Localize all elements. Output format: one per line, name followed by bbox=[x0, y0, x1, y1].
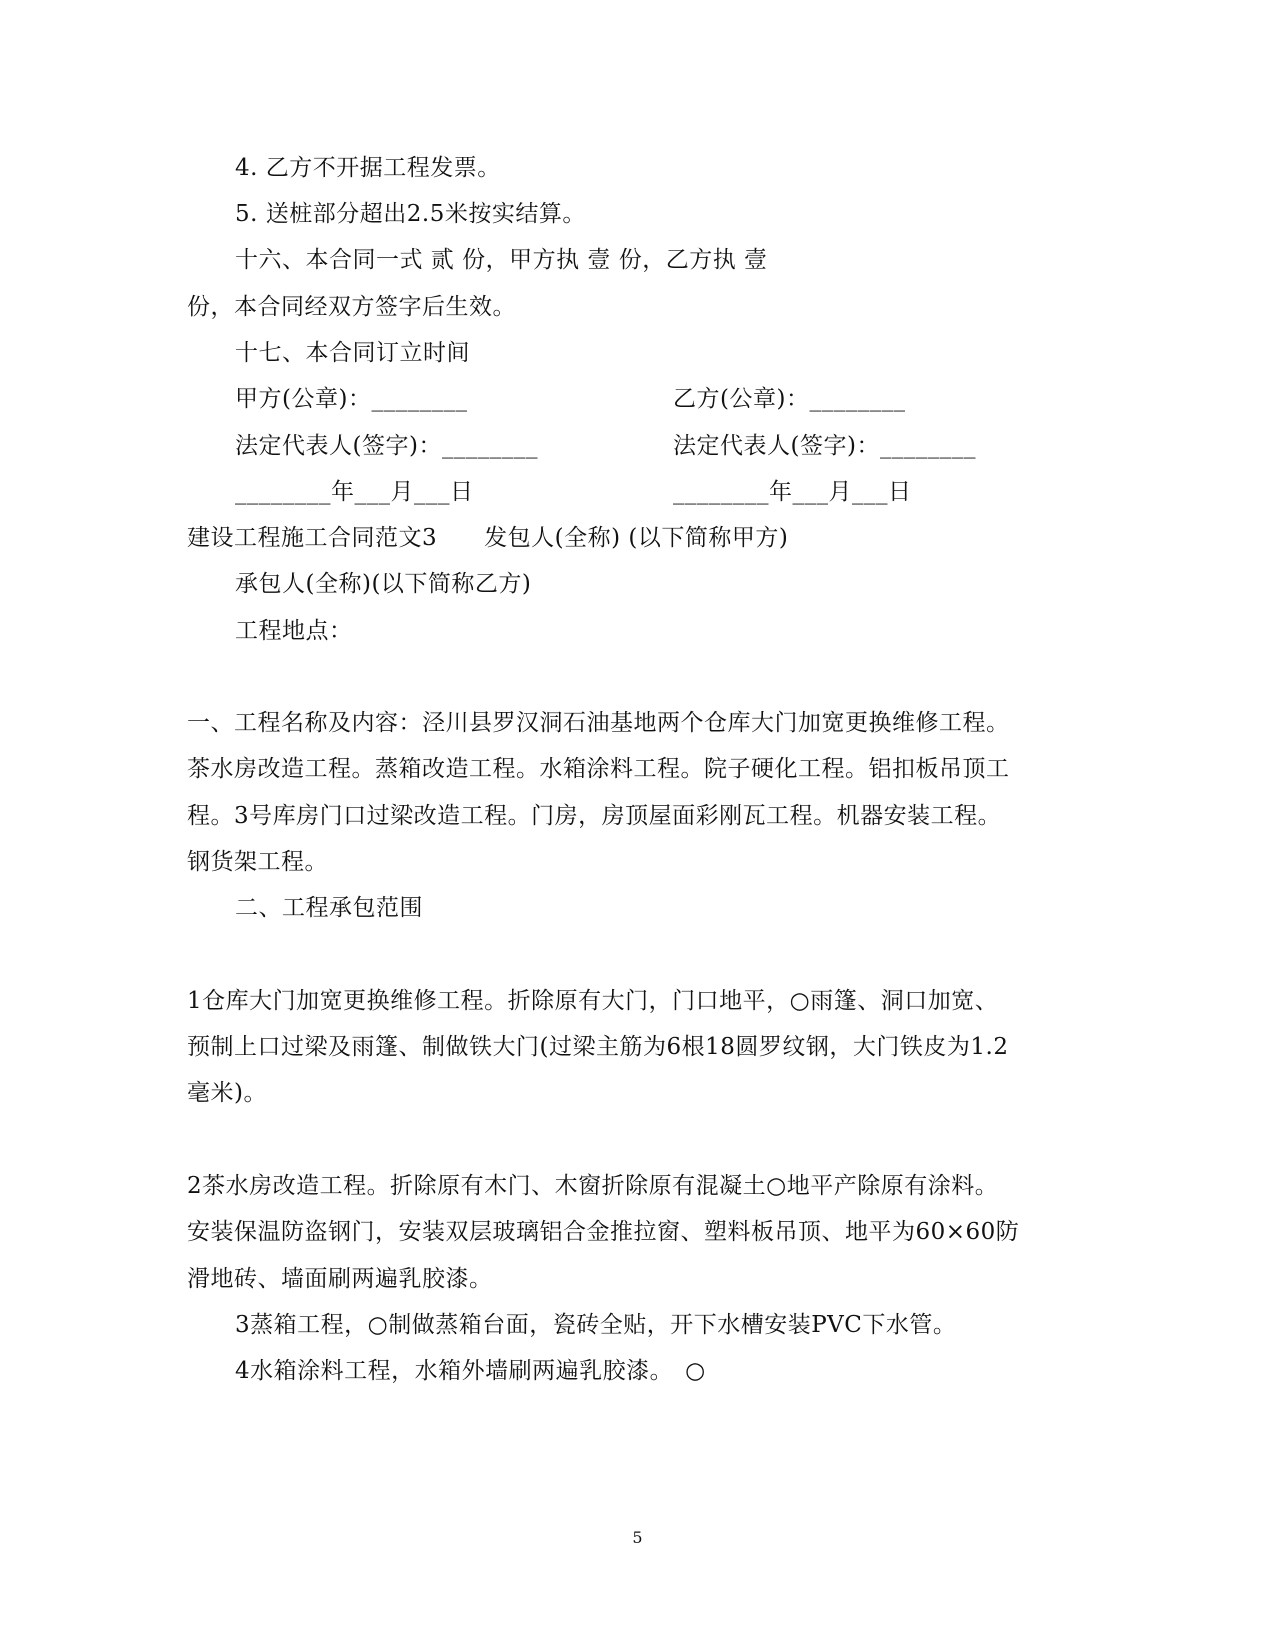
party-a-seal: 甲方(公章)：________ bbox=[235, 386, 468, 412]
clause-5-line: 5. 送桩部分超出2.5米按实结算。 bbox=[235, 201, 586, 227]
clause-16-line: 十六、本合同一式 贰 份，甲方执 壹 份，乙方执 壹 bbox=[235, 247, 768, 273]
clause-16-continuation: 份，本合同经双方签字后生效。 bbox=[187, 294, 516, 320]
contractor-line: 承包人(全称)(以下简称乙方) bbox=[235, 571, 532, 597]
scope-1-line-1: 1仓库大门加宽更换维修工程。折除原有大门，门口地平，○雨篷、洞口加宽、 bbox=[187, 988, 999, 1014]
section-1-line-3: 程。3号库房门口过梁改造工程。门房，房顶屋面彩刚瓦工程。机器安装工程。 bbox=[187, 803, 1002, 829]
party-b-seal: 乙方(公章)：________ bbox=[673, 386, 906, 412]
scope-1-line-2: 预制上口过梁及雨篷、制做铁大门(过梁主筋为6根18圆罗纹钢，大门铁皮为1.2 bbox=[187, 1034, 1009, 1060]
section-2-heading: 二、工程承包范围 bbox=[235, 895, 423, 921]
scope-1-line-3: 毫米)。 bbox=[187, 1080, 267, 1106]
scope-4-line: 4水箱涂料工程，水箱外墙刷两遍乳胶漆。 ○ bbox=[235, 1358, 706, 1384]
scope-2-line-3: 滑地砖、墙面刷两遍乳胶漆。 bbox=[187, 1266, 493, 1292]
section-1-heading: 一、工程名称及内容：泾川县罗汉洞石油基地两个仓库大门加宽更换维修工程。 bbox=[187, 710, 1010, 736]
scope-3-line: 3蒸箱工程，○制做蒸箱台面，瓷砖全贴，开下水槽安装PVC下水管。 bbox=[235, 1312, 957, 1338]
project-location-line: 工程地点： bbox=[235, 618, 353, 644]
contract-title-line: 建设工程施工合同范文3 发包人(全称) (以下简称甲方) bbox=[187, 525, 789, 551]
party-a-date: ________年___月___日 bbox=[235, 479, 474, 505]
clause-4-line: 4. 乙方不开据工程发票。 bbox=[235, 155, 501, 181]
party-b-representative: 法定代表人(签字)：________ bbox=[673, 433, 976, 459]
page-number: 5 bbox=[632, 1528, 643, 1547]
clause-17-line: 十七、本合同订立时间 bbox=[235, 340, 470, 366]
section-1-line-4: 钢货架工程。 bbox=[187, 849, 328, 875]
scope-2-line-2: 安装保温防盗钢门，安装双层玻璃铝合金推拉窗、塑料板吊顶、地平为60×60防 bbox=[187, 1219, 1020, 1245]
party-a-representative: 法定代表人(签字)：________ bbox=[235, 433, 538, 459]
party-b-date: ________年___月___日 bbox=[673, 479, 912, 505]
scope-2-line-1: 2茶水房改造工程。折除原有木门、木窗折除原有混凝土○地平产除原有涂料。 bbox=[187, 1173, 999, 1199]
section-1-line-2: 茶水房改造工程。蒸箱改造工程。水箱涂料工程。院子硬化工程。铝扣板吊顶工 bbox=[187, 756, 1010, 782]
